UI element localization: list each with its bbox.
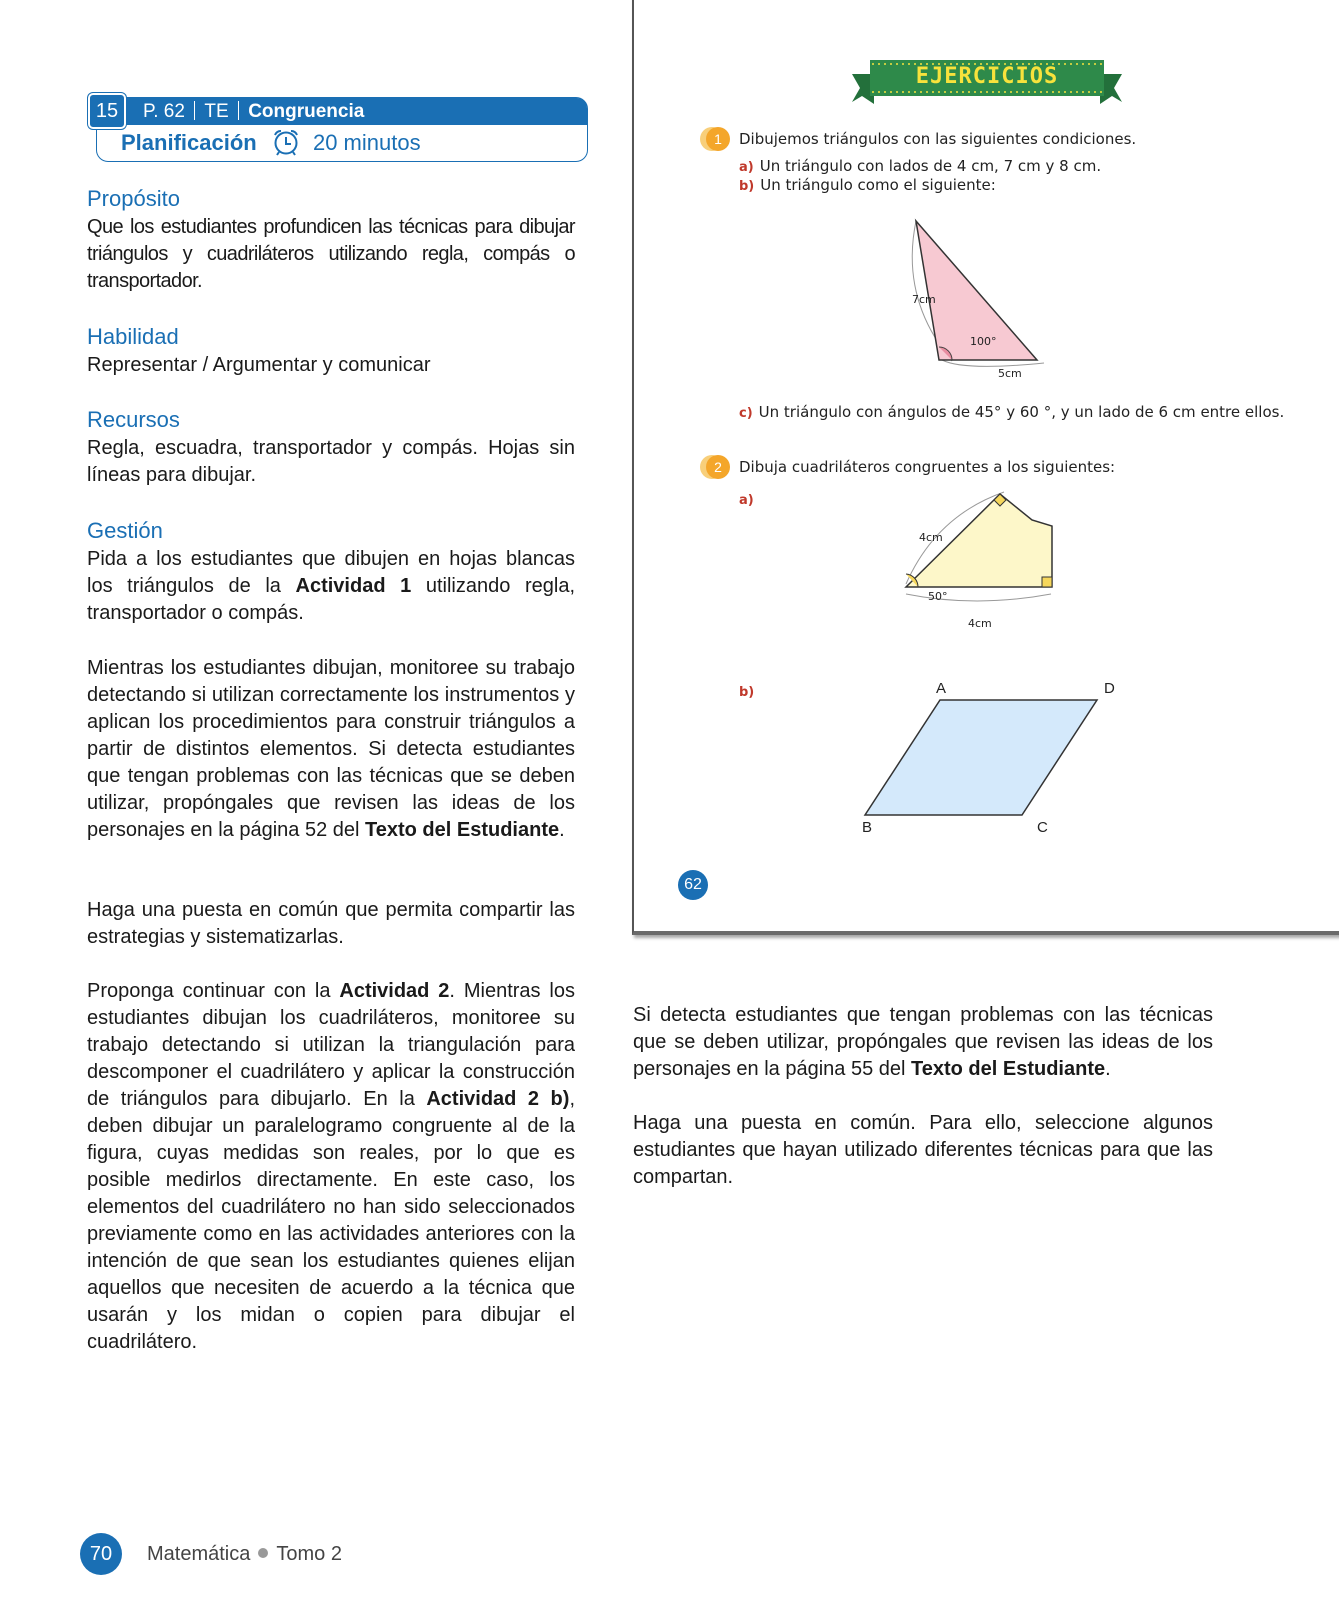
footer-label: Matemática Tomo 2 <box>147 1543 342 1565</box>
alarm-clock-icon <box>271 128 301 162</box>
planning-label: Planificación <box>121 130 257 155</box>
proposito-text: Que los estudiantes profundicen las técnicas para dibujar triángulos y cuadriláteros utilizando regla, compás o transportador. <box>87 216 575 292</box>
te-label: TE <box>204 101 229 122</box>
triangle-side-7cm: 7cm <box>912 293 936 306</box>
exercise-2b: b) <box>739 685 755 700</box>
exercise-1b: b) Un triángulo como el siguiente: <box>739 176 996 194</box>
triangle-angle-100: 100° <box>970 335 997 348</box>
topic-label: Congruencia <box>248 101 365 122</box>
proposito-title: Propósito <box>87 186 180 211</box>
exercise-1a: a) Un triángulo con lados de 4 cm, 7 cm y 8 cm. <box>739 157 1102 175</box>
vertex-d-label: D <box>1104 680 1115 697</box>
planning-row <box>121 128 421 162</box>
vertex-c-label: C <box>1037 819 1048 836</box>
gestion-title: Gestión <box>87 518 163 543</box>
habilidad-title: Habilidad <box>87 324 179 349</box>
page-ref: P. 62 <box>143 101 185 122</box>
vertex-b-label: B <box>862 819 873 836</box>
exercise-1c: c) Un triángulo con ángulos de 45° y 60 °, y un lado de 6 cm entre ellos. <box>739 403 1285 421</box>
lesson-header <box>96 97 588 162</box>
right-paragraph-2: Haga una puesta en común. Para ello, seleccione algunos estudiantes que hayan utilizado diferentes técnicas para que las compartan. <box>633 1112 1213 1188</box>
exercise-2-text: Dibuja cuadriláteros congruentes a los siguientes: <box>739 458 1116 476</box>
recursos-text: Regla, escuadra, transportador y compás. Hojas sin líneas para dibujar. <box>87 437 575 486</box>
footer-page-number: 70 <box>80 1533 122 1575</box>
parallelogram-figure <box>854 696 1114 822</box>
triangle-side-5cm: 5cm <box>998 367 1022 380</box>
recursos-title: Recursos <box>87 407 180 432</box>
pentagon-side-4cm-bottom: 4cm <box>968 617 992 630</box>
exercise-1-badge: 1 <box>706 127 730 151</box>
exercise-1-text: Dibujemos triángulos con las siguientes condiciones. <box>739 130 1137 148</box>
gestion-paragraph-2: Mientras los estudiantes dibujan, monitoree su trabajo detectando si utilizan correctamente los instrumentos y aplican los procedimientos para construir triángulos a partir de distintos elementos. Si detecta estudiantes que tengan problemas con las técnicas que se deben utilizar, propóngales que revisen las ideas de los personajes en la página 52 del Texto del Estudiante. <box>87 657 575 841</box>
pentagon-figure <box>896 486 1071 626</box>
habilidad-text: Representar / Argumentar y comunicar <box>87 354 431 376</box>
student-page-number: 62 <box>678 870 708 900</box>
student-page-thumbnail <box>632 0 1339 935</box>
right-paragraph-1: Si detecta estudiantes que tengan problemas con las técnicas que se deben utilizar, propóngales que revisen las ideas de los personajes en la página 55 del Texto del Estudiante. <box>633 1004 1213 1080</box>
vertex-a-label: A <box>936 680 947 697</box>
lesson-header-bar <box>97 98 587 125</box>
exercise-2-badge: 2 <box>706 455 730 479</box>
pentagon-side-4cm: 4cm <box>919 531 943 544</box>
duration-label: 20 minutos <box>312 130 421 155</box>
lesson-number-badge: 15 <box>88 93 126 129</box>
exercises-banner-title: EJERCICIOS <box>915 64 1059 89</box>
bullet-icon <box>258 1548 268 1558</box>
exercise-2a: a) <box>739 493 754 508</box>
gestion-paragraph-1: Pida a los estudiantes que dibujen en hojas blancas los triángulos de la Actividad 1 utilizando regla, transportador o compás. <box>87 548 575 624</box>
pentagon-angle-50: 50° <box>928 590 948 603</box>
gestion-paragraph-3: Haga una puesta en común que permita compartir las estrategias y sistematizarlas. <box>87 899 575 948</box>
gestion-paragraph-4: Proponga continuar con la Actividad 2. Mientras los estudiantes dibujan los cuadriláteros, monitoree su trabajo detectando si utilizan la triangulación para descomponer el cuadrilátero y aplicar la construcción de triángulos para dibujarlo. En la Actividad 2 b), deben dibujar un paralelogramo congruente al de la figura, cuyas medidas son reales, por lo que es posible medirlos directamente. En este caso, los elementos del cuadrilátero no han sido seleccionados previamente como en las actividades anteriores con la intención de que sean los estudiantes quienes elijan aquellos que necesiten de acuerdo a la técnica que usarán y los midan o copien para dibujar el cuadrilátero. <box>87 980 575 1353</box>
